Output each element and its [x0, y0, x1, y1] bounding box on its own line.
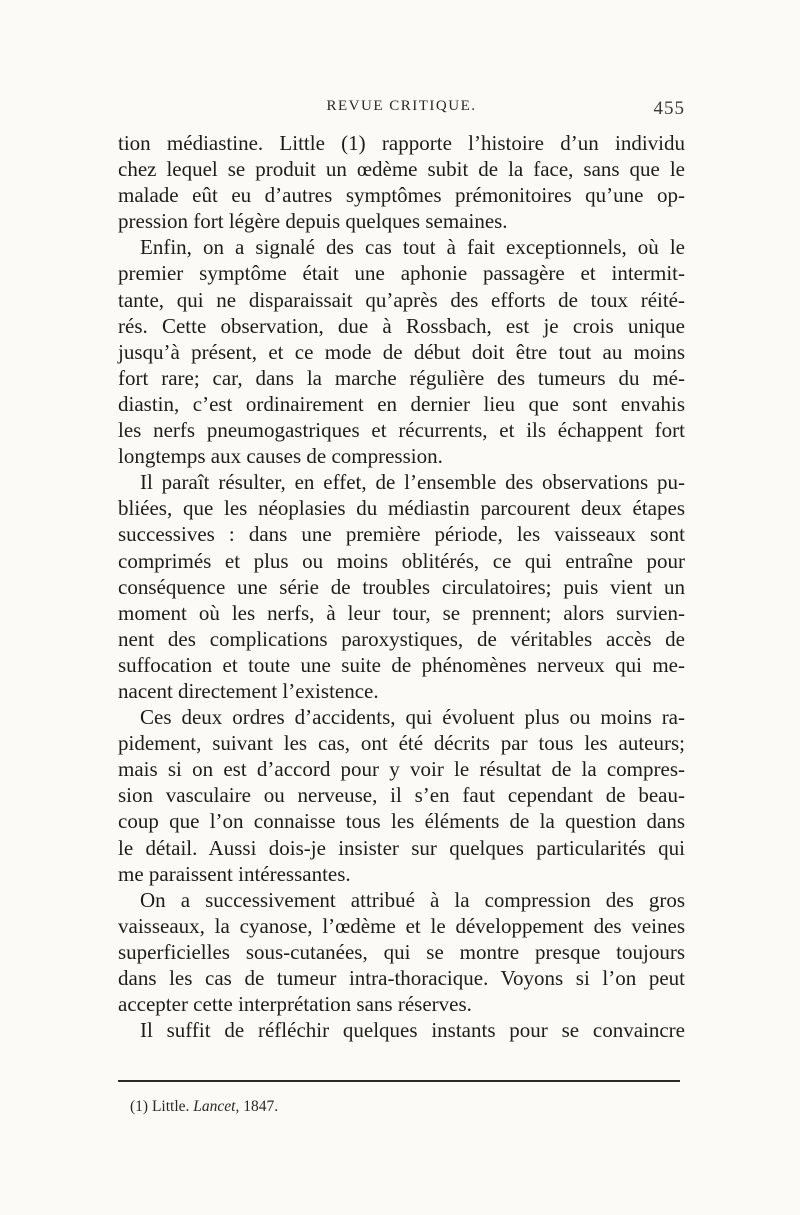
footnote-author: Little. — [151, 1098, 190, 1115]
text-line: Il suffit de réfléchir quelques instants pour se convaincre — [140, 1018, 685, 1043]
running-head — [118, 98, 685, 122]
text-line: nent des complications paroxystiques, de véritables accès de — [118, 626, 685, 651]
text-line: chez lequel se produit un œdème subit de la face, sans que le — [118, 157, 685, 182]
text-line: mais si on est d’accord pour y voir le résultat de la compres- — [118, 757, 685, 782]
text-line: Il paraît résulter, en effet, de l’ensemble des observations pu- — [140, 470, 685, 495]
paragraph — [118, 130, 685, 234]
text-line: superficielles sous-cutanées, qui se montre presque toujours — [118, 939, 685, 964]
text-line: coup que l’on connaisse tous les éléments de la question dans — [118, 809, 685, 834]
text-line: bliées, que les néoplasies du médiastin parcourent deux étapes — [118, 496, 685, 521]
text-line: nacent directement l’existence. — [118, 678, 379, 703]
running-title: REVUE CRITIQUE. — [326, 98, 477, 114]
text-line: comprimés et plus ou moins oblitérés, ce qui entraîne pour — [118, 548, 685, 573]
text-line: Ces deux ordres d’accidents, qui évoluent plus ou moins ra- — [140, 705, 685, 730]
text-line: jusqu’à présent, et ce mode de début doit être tout au moins — [118, 339, 685, 364]
text-line: premier symptôme était une aphonie passagère et intermit- — [118, 261, 685, 286]
footnote — [130, 1098, 278, 1116]
text-line: me paraissent intéressantes. — [118, 861, 351, 886]
text-line: tion médiastine. Little (1) rapporte l’histoire d’un individu — [118, 131, 685, 155]
page-number: 455 — [653, 98, 685, 119]
text-line: le détail. Aussi dois-je insister sur quelques particularités qui — [118, 835, 685, 860]
paragraph — [118, 234, 685, 469]
text-line: Enfin, on a signalé des cas tout à fait exceptionnels, où le — [140, 235, 685, 260]
text-line: malade eût eu d’autres symptômes prémonitoires qu’une op- — [118, 183, 685, 208]
text-line: pidement, suivant les cas, ont été décrits par tous les auteurs; — [118, 731, 685, 756]
body-text — [118, 130, 685, 1043]
text-line: rés. Cette observation, due à Rossbach, est je crois unique — [118, 313, 685, 338]
text-line: vaisseaux, la cyanose, l’œdème et le développement des veines — [118, 913, 685, 938]
text-line: suffocation et toute une suite de phénomènes nerveux qui me- — [118, 652, 685, 677]
text-line: diastin, c’est ordinairement en dernier lieu que sont envahis — [118, 391, 685, 416]
footnote-journal: Lancet, — [193, 1098, 240, 1115]
paragraph — [118, 469, 685, 704]
text-line: accepter cette interprétation sans réserves. — [118, 992, 472, 1017]
text-line: On a successivement attribué à la compression des gros — [140, 887, 685, 912]
text-line: successives : dans une première période, les vaisseaux sont — [118, 522, 685, 547]
text-line: dans les cas de tumeur intra-thoracique. Voyons si l’on peut — [118, 966, 685, 990]
text-line: conséquence une série de troubles circulatoires; puis vient un — [118, 574, 685, 599]
text-line: pression fort légère depuis quelques semaines. — [118, 209, 508, 234]
text-line: les nerfs pneumogastriques et récurrents, et ils échappent fort — [118, 418, 685, 443]
text-line: tante, qui ne disparaissait qu’après des efforts de toux réité- — [118, 287, 685, 312]
footnote-year: 1847. — [243, 1098, 279, 1115]
paragraph — [118, 1017, 685, 1043]
text-line: moment où les nerfs, à leur tour, se prennent; alors survien- — [118, 600, 685, 625]
text-line: fort rare; car, dans la marche régulière des tumeurs du mé- — [118, 365, 685, 390]
text-line: longtemps aux causes de compression. — [118, 444, 443, 469]
paragraph — [118, 887, 685, 1017]
paragraph — [118, 704, 685, 887]
text-line: sion vasculaire ou nerveuse, il s’en faut cependant de beau- — [118, 783, 685, 808]
footnote-marker: (1) — [130, 1098, 149, 1115]
footnote-rule — [118, 1080, 680, 1082]
